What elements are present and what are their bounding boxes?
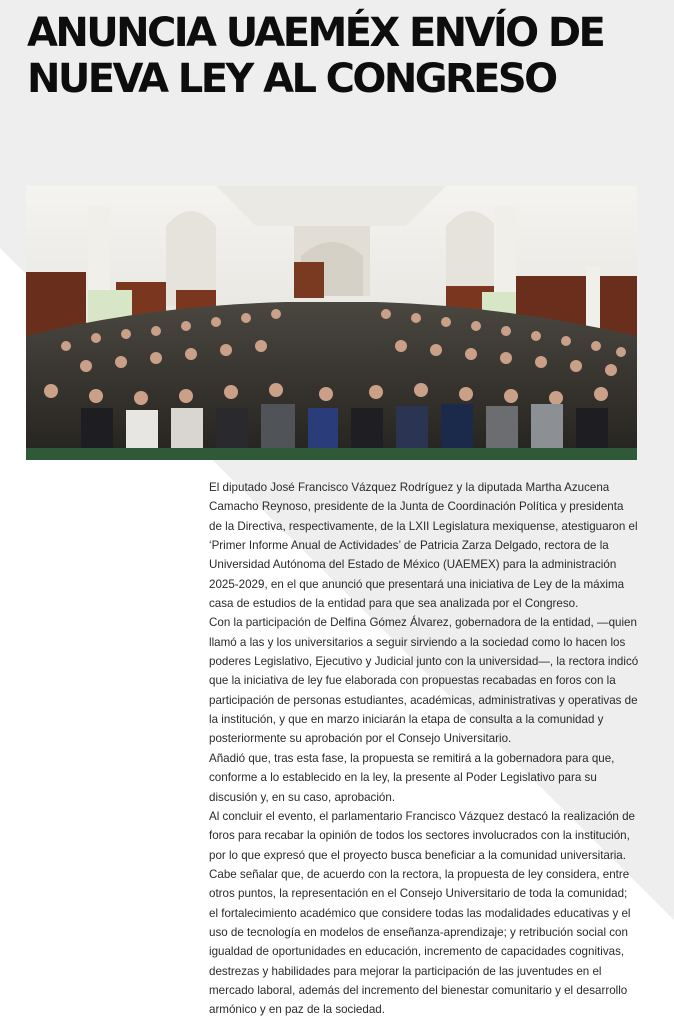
article-paragraph: Añadió que, tras esta fase, la propuesta se remitirá a la gobernadora para que, conforme a lo establecido en la ley, la presente al Poder Legislativo para su discusión y, en su caso, aprobación. xyxy=(209,751,615,804)
article-paragraph: Al concluir el evento, el parlamentario Francisco Vázquez destacó la realización de foros para recabar la opinión de todos los sectores involucrados con la institución, por lo que expresó que el proyecto busca beneficiar a la comunidad universitaria. xyxy=(209,809,635,862)
headline xyxy=(27,10,647,102)
headline-line-1: ANUNCIA UAEMÉX ENVÍO DE xyxy=(27,10,604,56)
article-paragraph: El diputado José Francisco Vázquez Rodríguez y la diputada Martha Azucena Camacho Reynoso, presidente de la Junta de Coordinación Política y presidenta de la Directiva, respectivamente, de la LXII Legislatura mexiquense, atestiguaron el ‘Primer Informe Anual de Actividades’ de Patricia Zarza Delgado, rectora de la Universidad Autónoma del Estado de México (UAEMEX) para la administración 2025-2029, en el que anunció que presentará una iniciativa de Ley de la máxima casa de estudios de la entidad para que sea analizada por el Congreso. xyxy=(209,481,638,611)
article-body xyxy=(209,478,639,1020)
group-photo xyxy=(26,186,637,460)
article-paragraph: Con la participación de Delfina Gómez Álvarez, gobernadora de la entidad, —quien llamó a las y los universitarios a seguir sirviendo a la sociedad como lo hacen los poderes Legislativo, Ejecutivo y Judicial junto con la universidad—, la rectora indicó que la iniciativa de ley fue elaborada con propuestas recabadas en foros con la participación de personas estudiantes, académicas, administrativas y operativas de la institución, y que en marzo iniciarán la etapa de consulta a la comunidad y posteriormente su aprobación por el Consejo Universitario. xyxy=(209,616,639,746)
article-paragraph: Cabe señalar que, de acuerdo con la rectora, la propuesta de ley considera, entre otros puntos, la representación en el Consejo Universitario de toda la comunidad; el fortalecimiento académico que considere todas las modalidades educativas y el uso de tecnología en modelos de enseñanza-aprendizaje; y retribución social con igualdad de oportunidades en educación, incremento de capacidades cognitivas, destrezas y habilidades para mejorar la participación de las juventudes en el mercado laboral, además del incremento del bienestar comunitario y el desarrollo armónico y en paz de la sociedad. xyxy=(209,867,631,1017)
headline-line-2: NUEVA LEY AL CONGRESO xyxy=(27,56,556,102)
